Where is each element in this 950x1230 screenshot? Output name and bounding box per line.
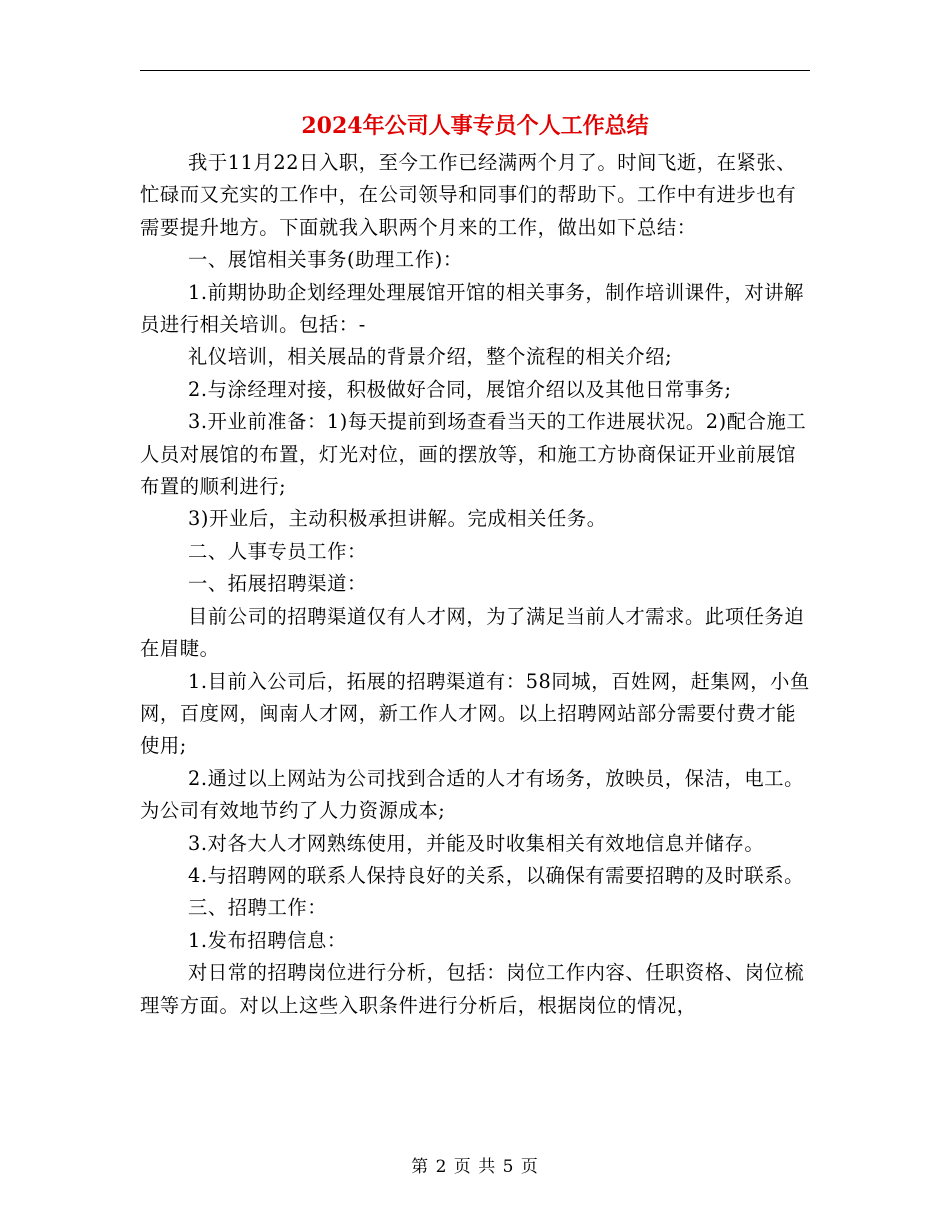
heading-hr-work: 二、人事专员工作：: [188, 539, 367, 563]
heading-recruitment: 三、招聘工作：: [188, 896, 328, 920]
paragraph: 3)开业后，主动积极承担讲解。完成相关任务。: [188, 507, 607, 531]
paragraph: 1.发布招聘信息：: [188, 928, 347, 952]
paragraph: 1.目前入公司后，拓展的招聘渠道有：58同城，百姓网，赶集网，小鱼网，百度网，闽南人才网，新工作人才网。以上招聘网站部分需要付费才能使用;: [140, 669, 810, 758]
header-rule: [140, 70, 810, 71]
paragraph: 2.通过以上网站为公司找到合适的人才有场务，放映员，保洁，电工。为公司有效地节约了人力资源成本;: [140, 766, 805, 823]
paragraph: 4.与招聘网的联系人保持良好的关系，以确保有需要招聘的及时联系。: [188, 863, 805, 887]
paragraph: 礼仪培训，相关展品的背景介绍，整个流程的相关介绍;: [188, 345, 673, 369]
paragraph: 3.开业前准备：1)每天提前到场查看当天的工作进展状况。2)配合施工人员对展馆的布置，灯光对位，画的摆放等，和施工方协商保证开业前展馆布置的顺利进行;: [140, 410, 807, 499]
paragraph: 目前公司的招聘渠道仅有人才网，为了满足当前人才需求。此项任务迫在眉睫。: [140, 604, 805, 661]
document-title: 2024年公司人事专员个人工作总结: [301, 113, 649, 139]
paragraph: 1.前期协助企划经理处理展馆开馆的相关事务，制作培训课件，对讲解员进行相关培训。包括：-: [140, 280, 805, 337]
paragraph-intro: 我于11月22日入职，至今工作已经满两个月了。时间飞逝，在紧张、忙碌而又充实的工作中，在公司领导和同事们的帮助下。工作中有进步也有需要提升地方。下面就我入职两个月来的工作，做出如下总结：: [140, 151, 797, 239]
paragraph: 3.对各大人才网熟练使用，并能及时收集相关有效地信息并储存。: [188, 831, 765, 855]
paragraph: 2.与涂经理对接，积极做好合同，展馆介绍以及其他日常事务;: [188, 377, 732, 401]
document-body: [140, 147, 812, 1022]
heading-recruit-channels: 一、拓展招聘渠道：: [188, 572, 367, 596]
heading-exhibition-affairs: 一、展馆相关事务(助理工作)：: [188, 248, 463, 272]
page-footer: 第 2 页 共 5 页: [411, 1157, 539, 1177]
paragraph: 对日常的招聘岗位进行分析，包括：岗位工作内容、任职资格、岗位梳理等方面。对以上这些入职条件进行分析后，根据岗位的情况，: [140, 961, 805, 1017]
